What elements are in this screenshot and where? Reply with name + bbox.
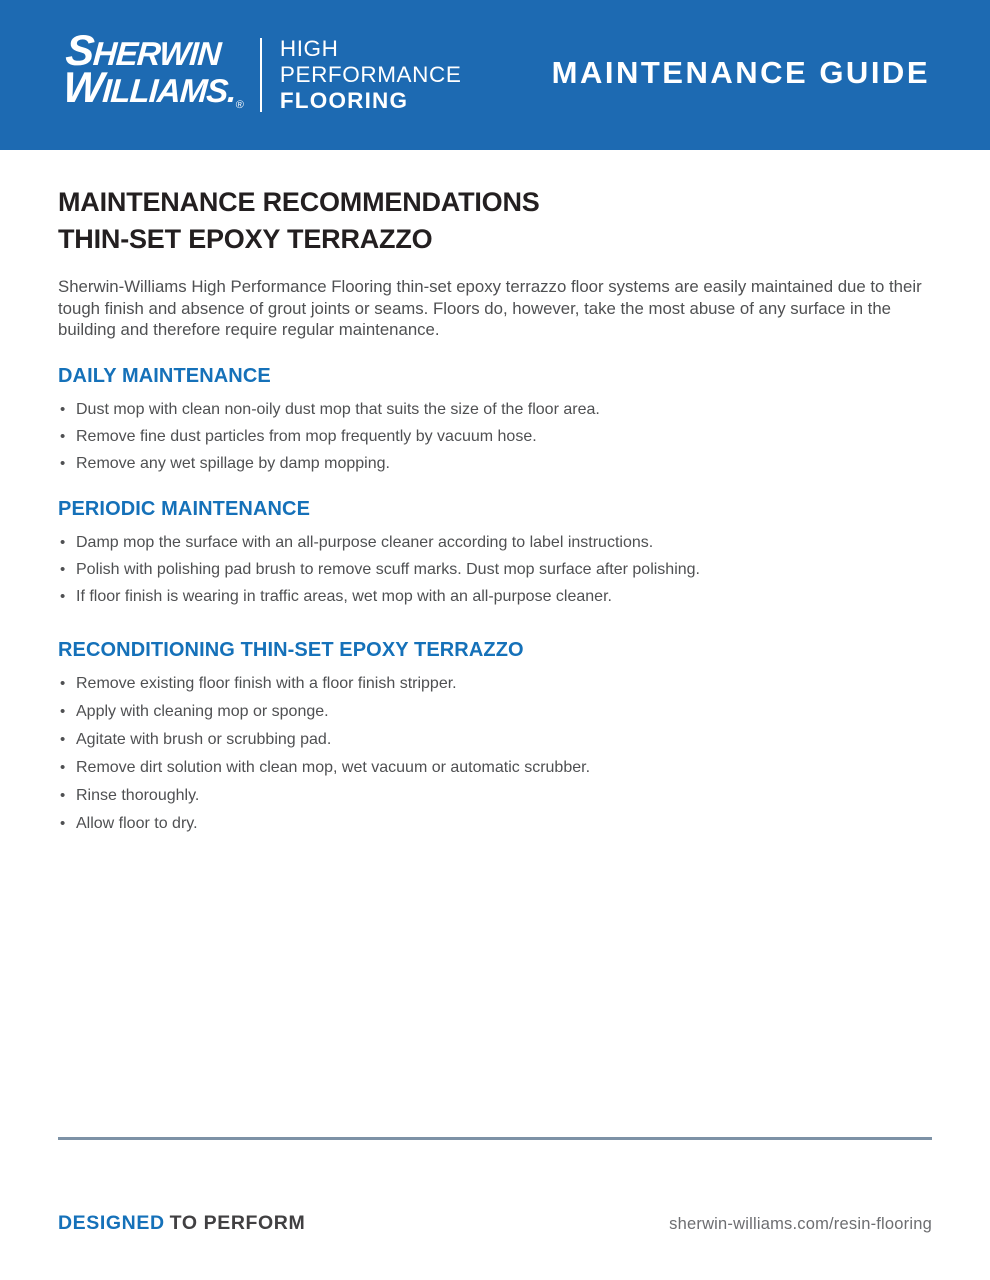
list-item-text: Remove fine dust particles from mop frequently by vacuum hose. <box>76 427 537 445</box>
list-item <box>58 400 932 420</box>
section-daily-maintenance <box>58 365 932 474</box>
bullet-icon: • <box>60 454 66 472</box>
list-item <box>58 702 932 722</box>
page-title <box>58 184 932 258</box>
bullet-icon: • <box>60 533 66 551</box>
page-title-line1: MAINTENANCE RECOMMENDATIONS <box>58 187 540 217</box>
list-item-text: Apply with cleaning mop or sponge. <box>76 702 329 720</box>
section-periodic-maintenance <box>58 498 932 607</box>
brand-lockup <box>280 36 462 114</box>
section-heading-periodic: PERIODIC MAINTENANCE <box>58 497 311 520</box>
list-item <box>58 454 932 474</box>
list-item-text: Remove dirt solution with clean mop, wet vacuum or automatic scrubber. <box>76 758 591 776</box>
tagline-accent: DESIGNED <box>58 1212 165 1234</box>
tagline <box>58 1212 305 1235</box>
brand-line-flooring: FLOORING <box>279 88 409 113</box>
bullet-icon: • <box>60 427 66 445</box>
daily-maintenance-list <box>58 400 932 474</box>
logo-divider <box>260 38 262 112</box>
document-content <box>0 150 990 834</box>
logo-word-williams: WILLIAMS.® <box>61 64 244 112</box>
registered-trademark-icon: ® <box>235 99 244 111</box>
brand-line-high: HIGH <box>279 36 339 61</box>
section-heading-reconditioning: RECONDITIONING THIN-SET EPOXY TERRAZZO <box>58 638 524 661</box>
list-item-text: Remove existing floor finish with a floor finish stripper. <box>76 674 457 692</box>
list-item <box>58 560 932 580</box>
bullet-icon: • <box>60 730 66 748</box>
website-url[interactable]: sherwin-williams.com/resin-flooring <box>669 1215 932 1233</box>
sherwin-williams-wordmark <box>61 27 247 116</box>
list-item <box>58 533 932 553</box>
logo-word-sherwin: SHERWIN <box>64 27 222 75</box>
bullet-icon: • <box>60 587 66 605</box>
sherwin-williams-logo <box>61 27 462 116</box>
periodic-maintenance-list <box>58 533 932 607</box>
list-item-text: Remove any wet spillage by damp mopping. <box>76 454 390 472</box>
list-item <box>58 674 932 694</box>
list-item-text: Agitate with brush or scrubbing pad. <box>76 730 332 748</box>
reconditioning-list <box>58 674 932 834</box>
list-item-text: Rinse thoroughly. <box>76 786 200 804</box>
list-item-text: Dust mop with clean non-oily dust mop that suits the size of the floor area. <box>76 400 600 418</box>
header-banner <box>0 0 990 150</box>
list-item-text: Allow floor to dry. <box>76 814 198 832</box>
bullet-icon: • <box>60 674 66 692</box>
list-item <box>58 730 932 750</box>
list-item-text: Polish with polishing pad brush to remove scuff marks. Dust mop surface after polishing. <box>76 560 700 578</box>
section-reconditioning <box>58 639 932 834</box>
header-title: MAINTENANCE GUIDE <box>551 55 930 90</box>
bullet-icon: • <box>60 758 66 776</box>
intro-paragraph: Sherwin-Williams High Performance Flooring thin-set epoxy terrazzo floor systems are easily maintained due to their tough finish and absence of grout joints or seams. Floors do, however, take the most abuse of any surface in the building and therefore require regular maintenance. <box>58 277 922 339</box>
footer-divider <box>58 1137 932 1140</box>
bullet-icon: • <box>60 560 66 578</box>
list-item <box>58 587 932 607</box>
bullet-icon: • <box>60 786 66 804</box>
brand-line-performance: PERFORMANCE <box>279 62 462 87</box>
footer-row <box>58 1212 932 1235</box>
tagline-rest: TO PERFORM <box>169 1212 306 1234</box>
bullet-icon: • <box>60 814 66 832</box>
list-item <box>58 814 932 834</box>
list-item <box>58 786 932 806</box>
list-item <box>58 427 932 447</box>
page-title-line2: THIN-SET EPOXY TERRAZZO <box>58 224 433 254</box>
bullet-icon: • <box>60 702 66 720</box>
list-item-text: Damp mop the surface with an all-purpose cleaner according to label instructions. <box>76 533 654 551</box>
section-heading-daily: DAILY MAINTENANCE <box>58 364 271 387</box>
bullet-icon: • <box>60 400 66 418</box>
list-item-text: If floor finish is wearing in traffic areas, wet mop with an all-purpose cleaner. <box>76 587 612 605</box>
page-footer <box>58 1137 932 1235</box>
list-item <box>58 758 932 778</box>
